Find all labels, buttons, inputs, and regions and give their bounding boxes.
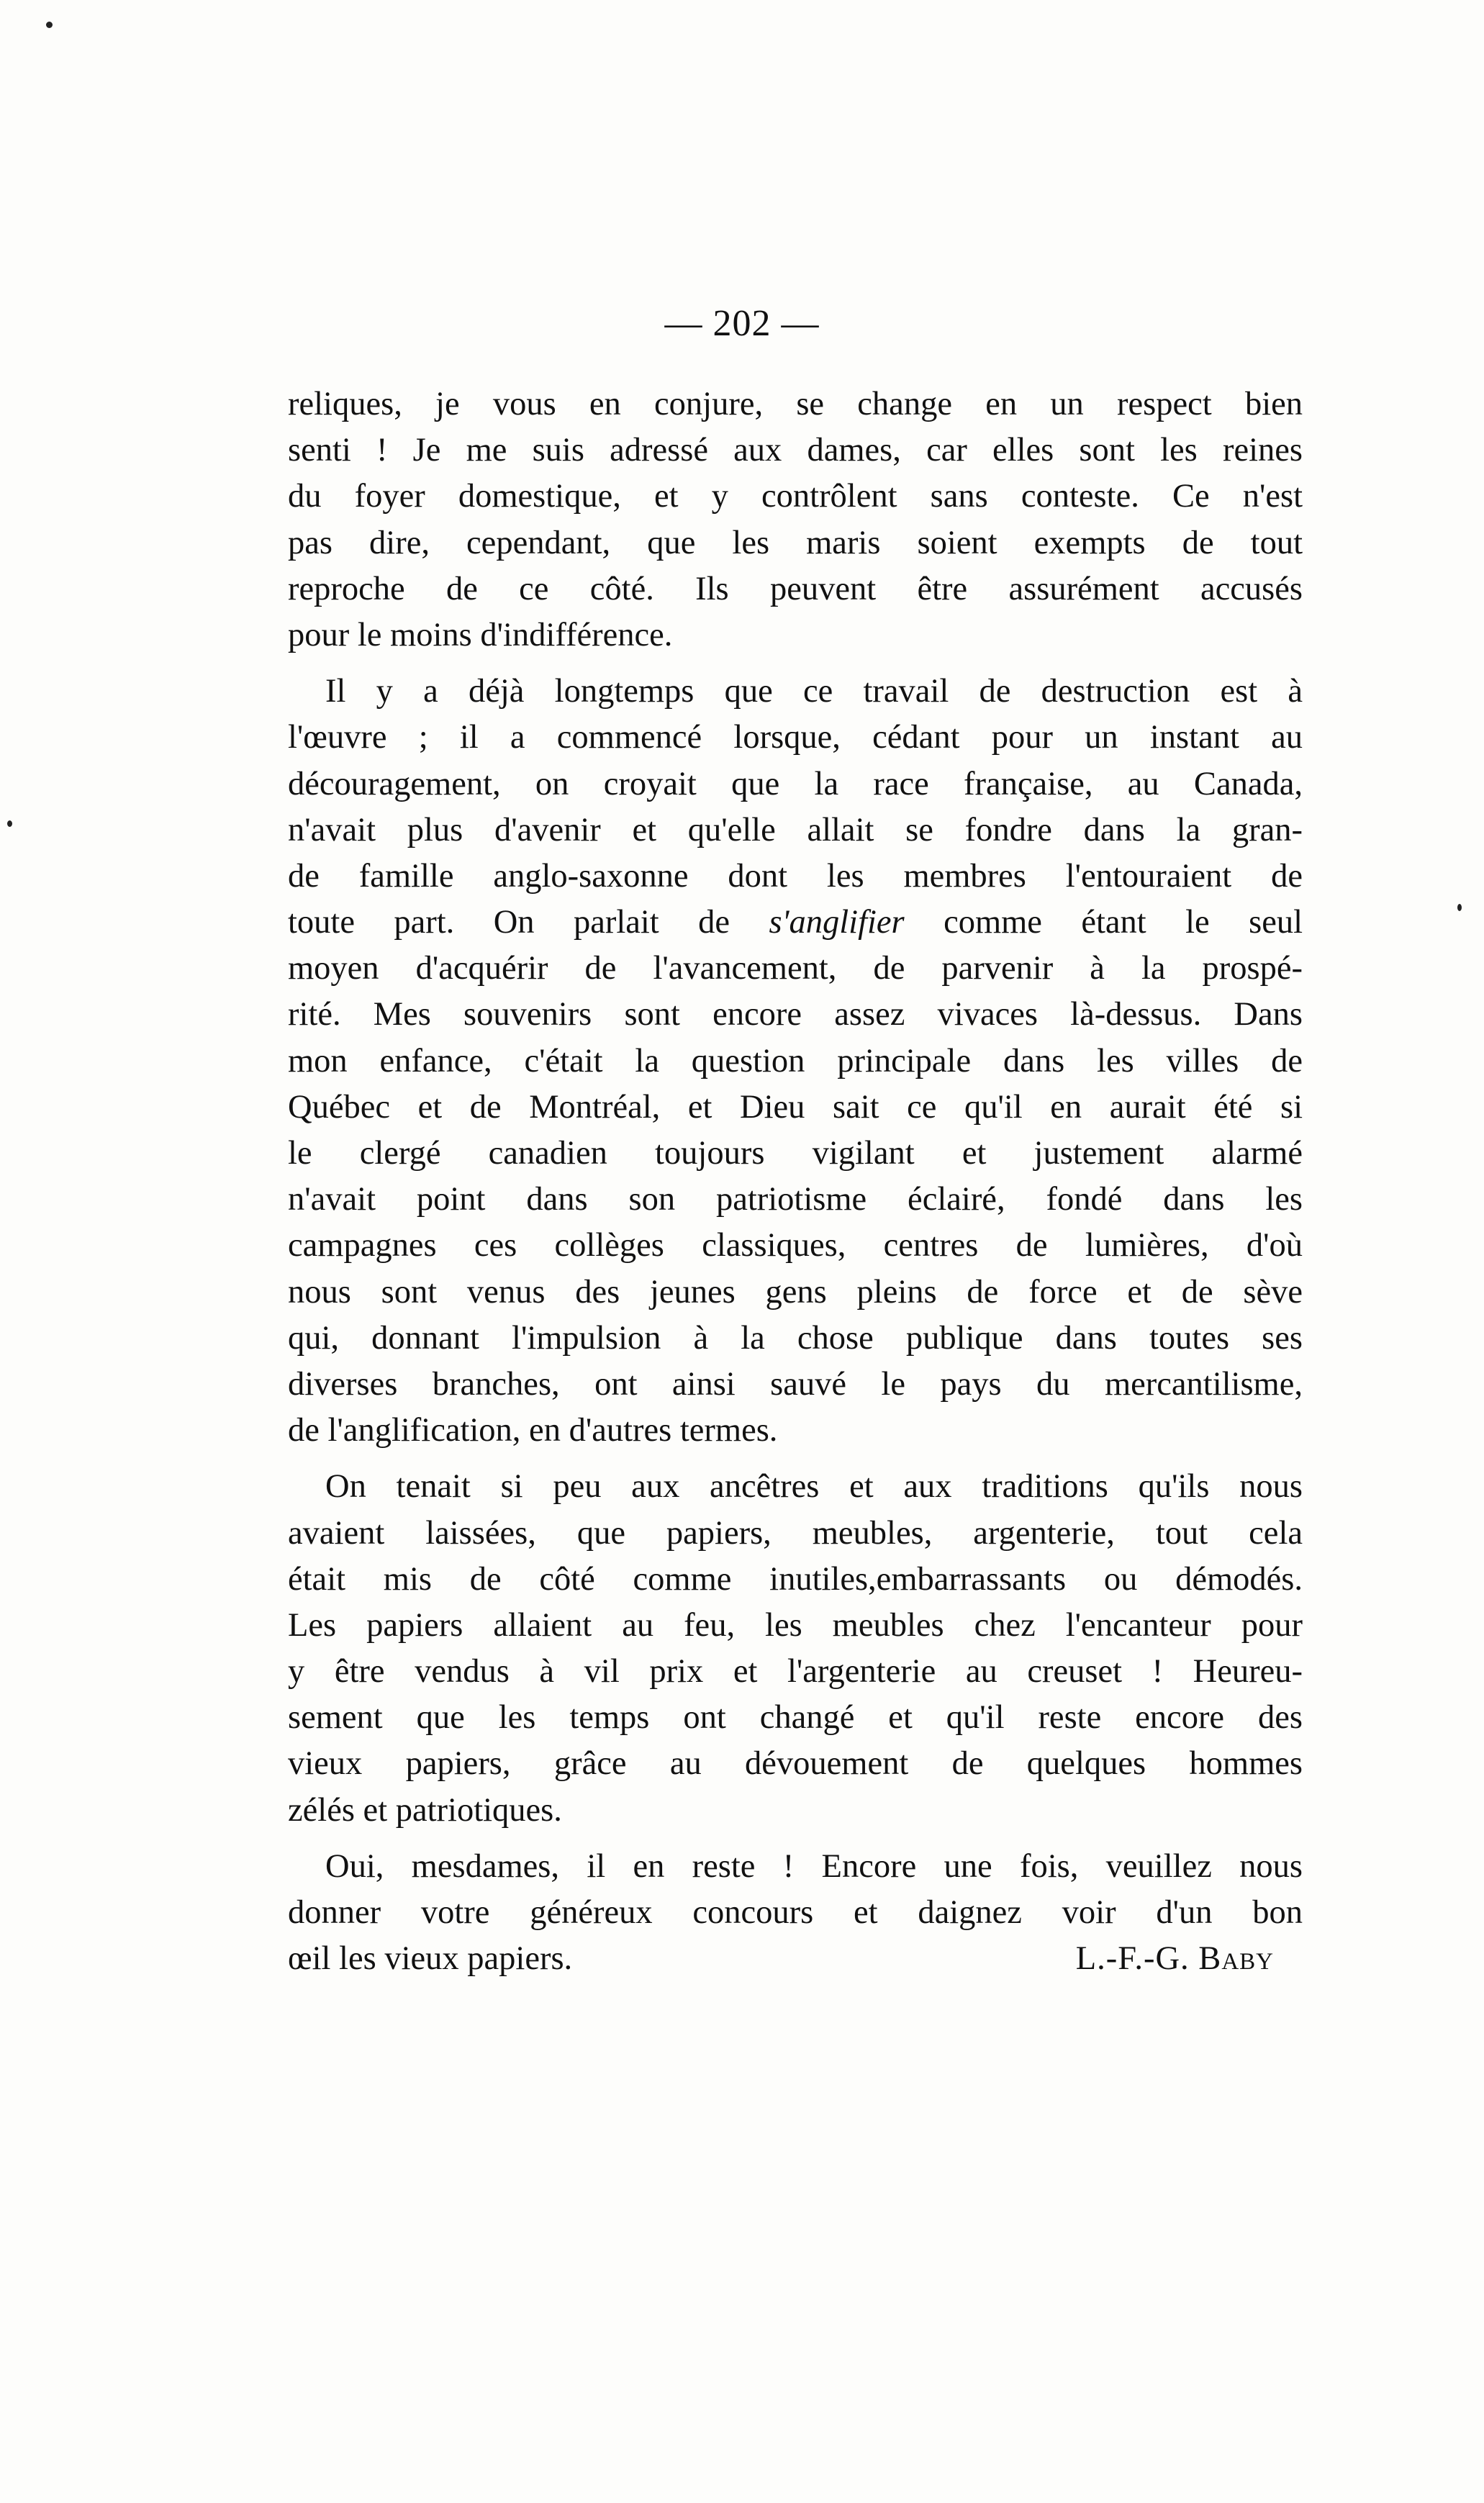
text-line: moyen d'acquérir de l'avancement, de parvenir à la prospé- [288, 950, 1303, 987]
closing-text: œil les vieux papiers. [288, 1940, 573, 1978]
text-line: pour le moins d'indifférence. [288, 616, 673, 653]
text-line: reliques, je vous en conjure, se change en un respect bien [288, 386, 1303, 422]
italic-term: s'anglifier [769, 904, 905, 941]
paragraph-gap [288, 1834, 1303, 1844]
text-line: Les papiers allaient au feu, les meubles chez l'encanteur pour [288, 1606, 1303, 1644]
text-line: toute part. On parlait de s'anglifier comme étant le seul [288, 904, 1303, 941]
paragraph-gap [288, 1454, 1303, 1464]
paragraph [288, 381, 1303, 658]
text-line: Il y a déjà longtemps que ce travail de destruction est à [325, 673, 1303, 710]
body-text [288, 381, 1303, 1982]
text-line: senti ! Je me suis adressé aux dames, car elles sont les reines [288, 432, 1303, 469]
text-line: diverses branches, ont ainsi sauvé le pays du mercantilisme, [288, 1365, 1303, 1403]
text-line: Québec et de Montréal, et Dieu sait ce qu'il en aurait été si [288, 1088, 1303, 1126]
text-line: y être vendus à vil prix et l'argenterie au creuset ! Heureu- [288, 1653, 1303, 1690]
text-line: était mis de côté comme inutiles,embarrassants ou démodés. [288, 1560, 1303, 1598]
text-line: de l'anglification, en d'autres termes. [288, 1412, 778, 1449]
text-line: découragement, on croyait que la race française, au Canada, [288, 765, 1303, 802]
print-speck [7, 820, 12, 827]
page-number: — 202 — [664, 303, 820, 344]
paragraph [288, 1464, 1303, 1834]
paragraph-gap [288, 658, 1303, 669]
text-line: vieux papiers, grâce au dévouement de quelques hommes [288, 1745, 1303, 1783]
closing-line [288, 1936, 1303, 1982]
text-line: reproche de ce côté. Ils peuvent être assurément accusés [288, 570, 1303, 607]
text-line: zélés et patriotiques. [288, 1791, 562, 1829]
text-line: de famille anglo-saxonne dont les membres l'entouraient de [288, 857, 1303, 895]
paragraph [288, 669, 1303, 1454]
text-line: donner votre généreux concours et daignez voir d'un bon [288, 1894, 1303, 1931]
text-line: pas dire, cependant, que les maris soient exempts de tout [288, 524, 1303, 561]
text-line: du foyer domestique, et y contrôlent sans conteste. Ce n'est [288, 478, 1303, 515]
print-speck [46, 22, 53, 28]
text-line: Oui, mesdames, il en reste ! Encore une fois, veuillez nous [325, 1847, 1303, 1885]
text-line: le clergé canadien toujours vigilant et justement alarmé [288, 1135, 1303, 1172]
text-line: n'avait point dans son patriotisme éclairé, fondé dans les [288, 1181, 1303, 1218]
text-line: nous sont venus des jeunes gens pleins de force et de sève [288, 1273, 1303, 1311]
text-line: rité. Mes souvenirs sont encore assez vivaces là-dessus. Dans [288, 996, 1303, 1033]
author-signature: L.-F.-G. Baby [1075, 1940, 1274, 1978]
paragraph [288, 1844, 1303, 1936]
text-line: qui, donnant l'impulsion à la chose publique dans toutes ses [288, 1319, 1303, 1357]
text-line: avaient laissées, que papiers, meubles, argenterie, tout cela [288, 1514, 1303, 1552]
text-line: sement que les temps ont changé et qu'il reste encore des [288, 1699, 1303, 1737]
text-line: n'avait plus d'avenir et qu'elle allait se fondre dans la gran- [288, 811, 1303, 848]
text-line: On tenait si peu aux ancêtres et aux traditions qu'ils nous [325, 1468, 1303, 1506]
text-line: campagnes ces collèges classiques, centres de lumières, d'où [288, 1227, 1303, 1264]
print-speck [1457, 904, 1462, 911]
text-line: l'œuvre ; il a commencé lorsque, cédant pour un instant au [288, 719, 1303, 756]
text-line: mon enfance, c'était la question principale dans les villes de [288, 1042, 1303, 1079]
